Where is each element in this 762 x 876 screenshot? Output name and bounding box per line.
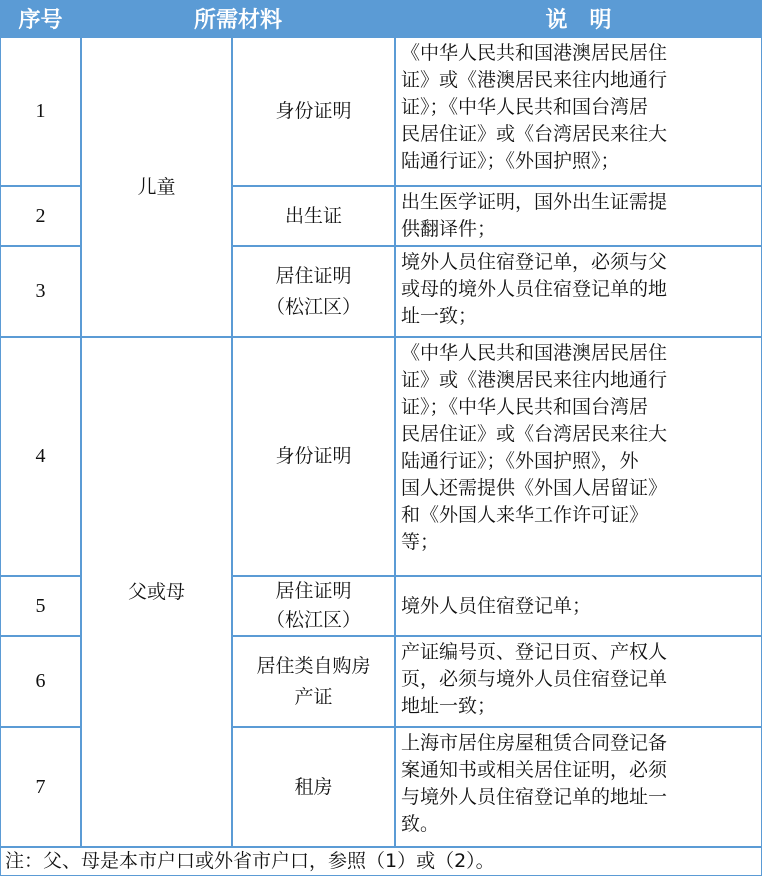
row-material: 身份证明 xyxy=(232,37,395,186)
row-number: 1 xyxy=(0,37,81,186)
row-material: 居住类自购房 产证 xyxy=(232,636,395,727)
row-number: 4 xyxy=(0,337,81,576)
row-description: 出生医学证明，国外出生证需提 供翻译件； xyxy=(395,186,762,246)
header-col-no: 序号 xyxy=(0,0,81,37)
row-material: 居住证明 （松江区） xyxy=(232,246,395,337)
row-description: 境外人员住宿登记单，必须与父 或母的境外人员住宿登记单的地 址一致； xyxy=(395,246,762,337)
row-number: 5 xyxy=(0,576,81,636)
row-material: 租房 xyxy=(232,727,395,847)
row-material: 出生证 xyxy=(232,186,395,246)
row-description: 境外人员住宿登记单； xyxy=(395,576,762,636)
header-col-material: 所需材料 xyxy=(81,0,395,37)
group-parent: 父或母 xyxy=(81,337,232,847)
row-material: 居住证明 （松江区） xyxy=(232,576,395,636)
row-description: 产证编号页、登记日页、产权人 页，必须与境外人员住宿登记单 地址一致； xyxy=(395,636,762,727)
row-number: 3 xyxy=(0,246,81,337)
footnote: 注：父、母是本市户口或外省市户口，参照（1）或（2）。 xyxy=(0,847,762,876)
row-number: 6 xyxy=(0,636,81,727)
row-description: 《中华人民共和国港澳居民居住 证》或《港澳居民来往内地通行 证》；《中华人民共和国台湾居 民居住证》或《台湾居民来往大 陆通行证》；《外国护照》； xyxy=(395,37,762,186)
group-child: 儿童 xyxy=(81,37,232,337)
row-description: 上海市居住房屋租赁合同登记备 案通知书或相关居住证明，必须 与境外人员住宿登记单的地址一 致。 xyxy=(395,727,762,847)
row-description: 《中华人民共和国港澳居民居住 证》或《港澳居民来往内地通行 证》；《中华人民共和国台湾居 民居住证》或《台湾居民来往大 陆通行证》；《外国护照》，外 国人还需提供《外国人居留证》 和《外国人来华工作许可证》 等； xyxy=(395,337,762,576)
row-number: 7 xyxy=(0,727,81,847)
row-number: 2 xyxy=(0,186,81,246)
header-col-desc: 说 明 xyxy=(395,0,762,37)
row-material: 身份证明 xyxy=(232,337,395,576)
